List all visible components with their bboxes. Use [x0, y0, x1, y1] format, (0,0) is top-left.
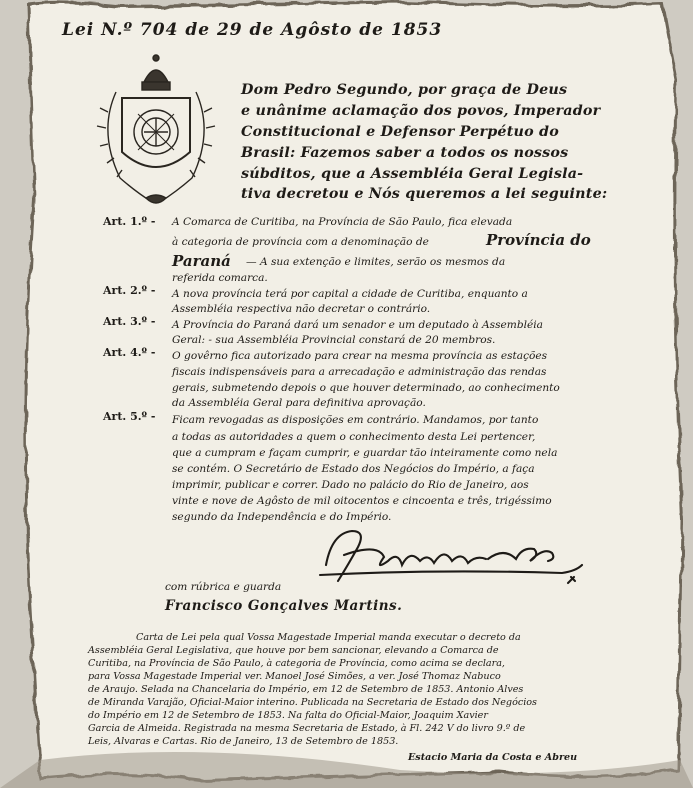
carta-line-4: para Vossa Magestade Imperial ver. Manoel José Simões, a ver. José Thomaz Nabuco — [88, 671, 501, 682]
article-1-label: Art. 1.º - — [103, 215, 156, 228]
article-4-label: Art. 4.º - — [103, 346, 156, 359]
law-title: Lei N.º 704 de 29 de Agôsto de 1853 — [62, 20, 443, 40]
carta-line-3: Curitiba, na Província de São Paulo, à categoria de Província, como acima se declara, — [88, 658, 505, 669]
article-5-line-3: que a cumpram e façam cumprir, e guardar tão inteiramente como nela — [172, 447, 558, 459]
carta-line-8: Garcia de Almeida. Registrada na mesma Secretaria de Estado, à Fl. 242 V do livro 9.º de — [88, 723, 526, 734]
carta-line-2: Assembléia Geral Legislativa, que houve por bem sancionar, elevando a Comarca de — [88, 645, 499, 656]
preamble-line-5: súbditos, que a Assembléia Geral Legisla- — [241, 166, 584, 182]
article-1-line-4: referida comarca. — [172, 272, 268, 284]
preamble-line-1: Dom Pedro Segundo, por graça de Deus — [241, 82, 568, 98]
carta-line-6: de Miranda Varajão, Oficial-Maior interino. Publicada na Secretaria de Estado dos Negócios — [88, 697, 537, 708]
article-3-label: Art. 3.º - — [103, 315, 156, 328]
article-5-line-2: a todas as autoridades a quem o conhecimento desta Lei pertencer, — [172, 431, 536, 443]
article-5-line-4: se contém. O Secretário de Estado dos Negócios do Império, a faça — [172, 463, 535, 475]
preamble-line-2: e unânime aclamação dos povos, Imperador — [241, 103, 601, 119]
article-1-line-2: à categoria de província com a denominação de — [172, 236, 429, 248]
preamble-line-3: Constitucional e Defensor Perpétuo do — [241, 124, 559, 140]
article-5-line-7: segundo da Independência e do Império. — [172, 511, 392, 523]
article-1-line-3: — A sua extenção e limites, serão os mesmos da — [246, 256, 506, 268]
preamble-line-4: Brasil: Fazemos saber a todos os nossos — [241, 145, 569, 161]
article-2-line-1: A nova província terá por capital a cidade de Curitiba, enquanto a — [172, 288, 528, 300]
article-4-line-4: da Assembléia Geral para definitiva aprovação. — [172, 397, 426, 409]
carta-line-1: Carta de Lei pela qual Vossa Magestade Imperial manda executar o decreto da — [136, 632, 521, 643]
carta-line-5: de Araujo. Selada na Chancelaria do Império, em 12 de Setembro de 1853. Antonio Alves — [88, 684, 524, 695]
carta-line-9: Leis, Alvaras e Cartas. Rio de Janeiro, 13 de Setembro de 1853. — [88, 736, 399, 747]
article-4-line-1: O govêrno fica autorizado para crear na mesma província as estações — [172, 350, 548, 362]
article-2-label: Art. 2.º - — [103, 284, 156, 297]
imperial-signature — [318, 525, 588, 587]
article-5-line-5: imprimir, publicar e correr. Dado no palácio do Rio de Janeiro, aos — [172, 479, 529, 491]
article-4-line-3: gerais, submetendo depois o que houver determinado, ao conhecimento — [172, 382, 560, 394]
article-5-line-6: vinte e nove de Agôsto de mil oitocentos e cincoenta e três, trigéssimo — [172, 495, 552, 507]
article-2-line-2: Assembléia respectiva não decretar o contrário. — [172, 303, 431, 315]
article-3-line-1: A Província do Paraná dará um senador e um deputado à Assembléia — [172, 319, 543, 331]
article-1-highlight-2: Paraná — [172, 252, 231, 270]
imperial-coat-of-arms-icon — [86, 52, 226, 212]
carta-line-7: do Império em 12 de Setembro de 1853. Na falta do Oficial-Maior, Joaquim Xavier — [88, 710, 488, 721]
article-1-line-1: A Comarca de Curitiba, na Província de São Paulo, fica elevada — [172, 216, 513, 228]
closing-signature: Estacio Maria da Costa e Abreu — [408, 752, 578, 763]
article-1-highlight-1: Província do — [486, 231, 591, 249]
minister-name: Francisco Gonçalves Martins. — [165, 598, 403, 614]
article-4-line-2: fiscais indispensáveis para a arrecadação e administração das rendas — [172, 366, 547, 378]
article-5-label: Art. 5.º - — [103, 410, 156, 423]
preamble-line-6: tiva decretou e Nós queremos a lei seguinte: — [241, 186, 608, 202]
rubrica-text: com rúbrica e guarda — [165, 581, 282, 593]
article-3-line-2: Geral: - sua Assembléia Provincial constará de 20 membros. — [172, 334, 496, 346]
article-5-line-1: Ficam revogadas as disposições em contrário. Mandamos, por tanto — [172, 414, 539, 426]
